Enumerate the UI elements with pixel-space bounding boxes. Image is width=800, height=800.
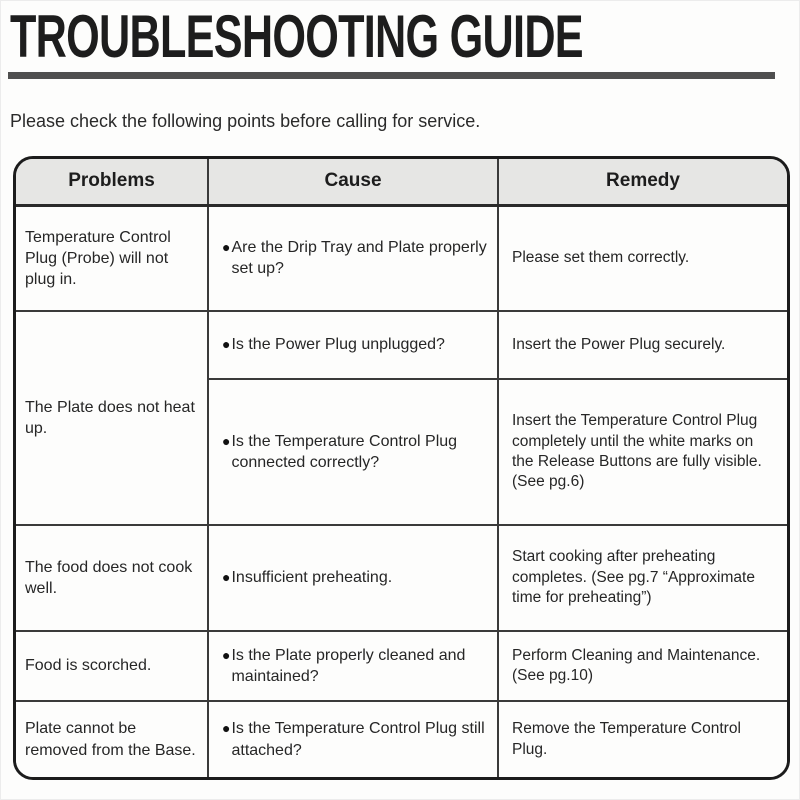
table-header-row (16, 159, 787, 205)
page-title: TROUBLESHOOTING GUIDE (10, 3, 583, 70)
problem-cell: The Plate does not heat up. (16, 311, 208, 525)
problem-cell: Plate cannot be removed from the Base. (16, 701, 208, 777)
cause-cell (208, 525, 498, 631)
cause-text: Is the Plate properly cleaned and maintained? (231, 646, 466, 685)
remedy-cell: Start cooking after preheating completes. (See pg.7 “Approximate time for preheating”) (498, 525, 787, 631)
cause-text: Is the Temperature Control Plug still attached? (231, 720, 485, 759)
table-row (16, 631, 787, 701)
problem-cell: The food does not cook well. (16, 525, 208, 631)
bullet-icon: ● (222, 336, 231, 353)
cause-text: Are the Drip Tray and Plate properly set up? (231, 239, 487, 278)
table-row (16, 205, 787, 311)
remedy-cell: Perform Cleaning and Maintenance. (See pg.10) (498, 631, 787, 701)
cause-cell (208, 631, 498, 701)
problem-cell: Food is scorched. (16, 631, 208, 701)
remedy-cell: Insert the Temperature Control Plug completely until the white marks on the Release Buttons are fully visible. (See pg.6) (498, 379, 787, 525)
cause-text: Is the Power Plug unplugged? (231, 336, 445, 354)
bullet-icon: ● (222, 569, 231, 586)
bullet-icon: ● (222, 432, 231, 449)
table-row (16, 525, 787, 631)
remedy-cell: Insert the Power Plug securely. (498, 311, 787, 379)
column-header-remedy: Remedy (498, 159, 787, 205)
intro-text: Please check the following points before calling for service. (10, 111, 481, 131)
problem-cell: Temperature Control Plug (Probe) will not plug in. (16, 205, 208, 311)
remedy-cell: Please set them correctly. (498, 205, 787, 311)
cause-text: Insufficient preheating. (231, 569, 393, 587)
table-row (16, 701, 787, 777)
cause-text: Is the Temperature Control Plug connected correctly? (231, 432, 458, 471)
cause-cell (208, 379, 498, 525)
title-divider (8, 72, 775, 79)
cause-cell (208, 311, 498, 379)
cause-cell (208, 701, 498, 777)
bullet-icon: ● (222, 720, 231, 737)
column-header-cause: Cause (208, 159, 498, 205)
cause-cell (208, 205, 498, 311)
table-row (16, 311, 787, 379)
bullet-icon: ● (222, 646, 231, 663)
remedy-cell: Remove the Temperature Control Plug. (498, 701, 787, 777)
column-header-problems: Problems (16, 159, 208, 205)
troubleshooting-table (16, 159, 787, 777)
bullet-icon: ● (222, 239, 231, 256)
troubleshooting-table-frame (13, 156, 790, 780)
